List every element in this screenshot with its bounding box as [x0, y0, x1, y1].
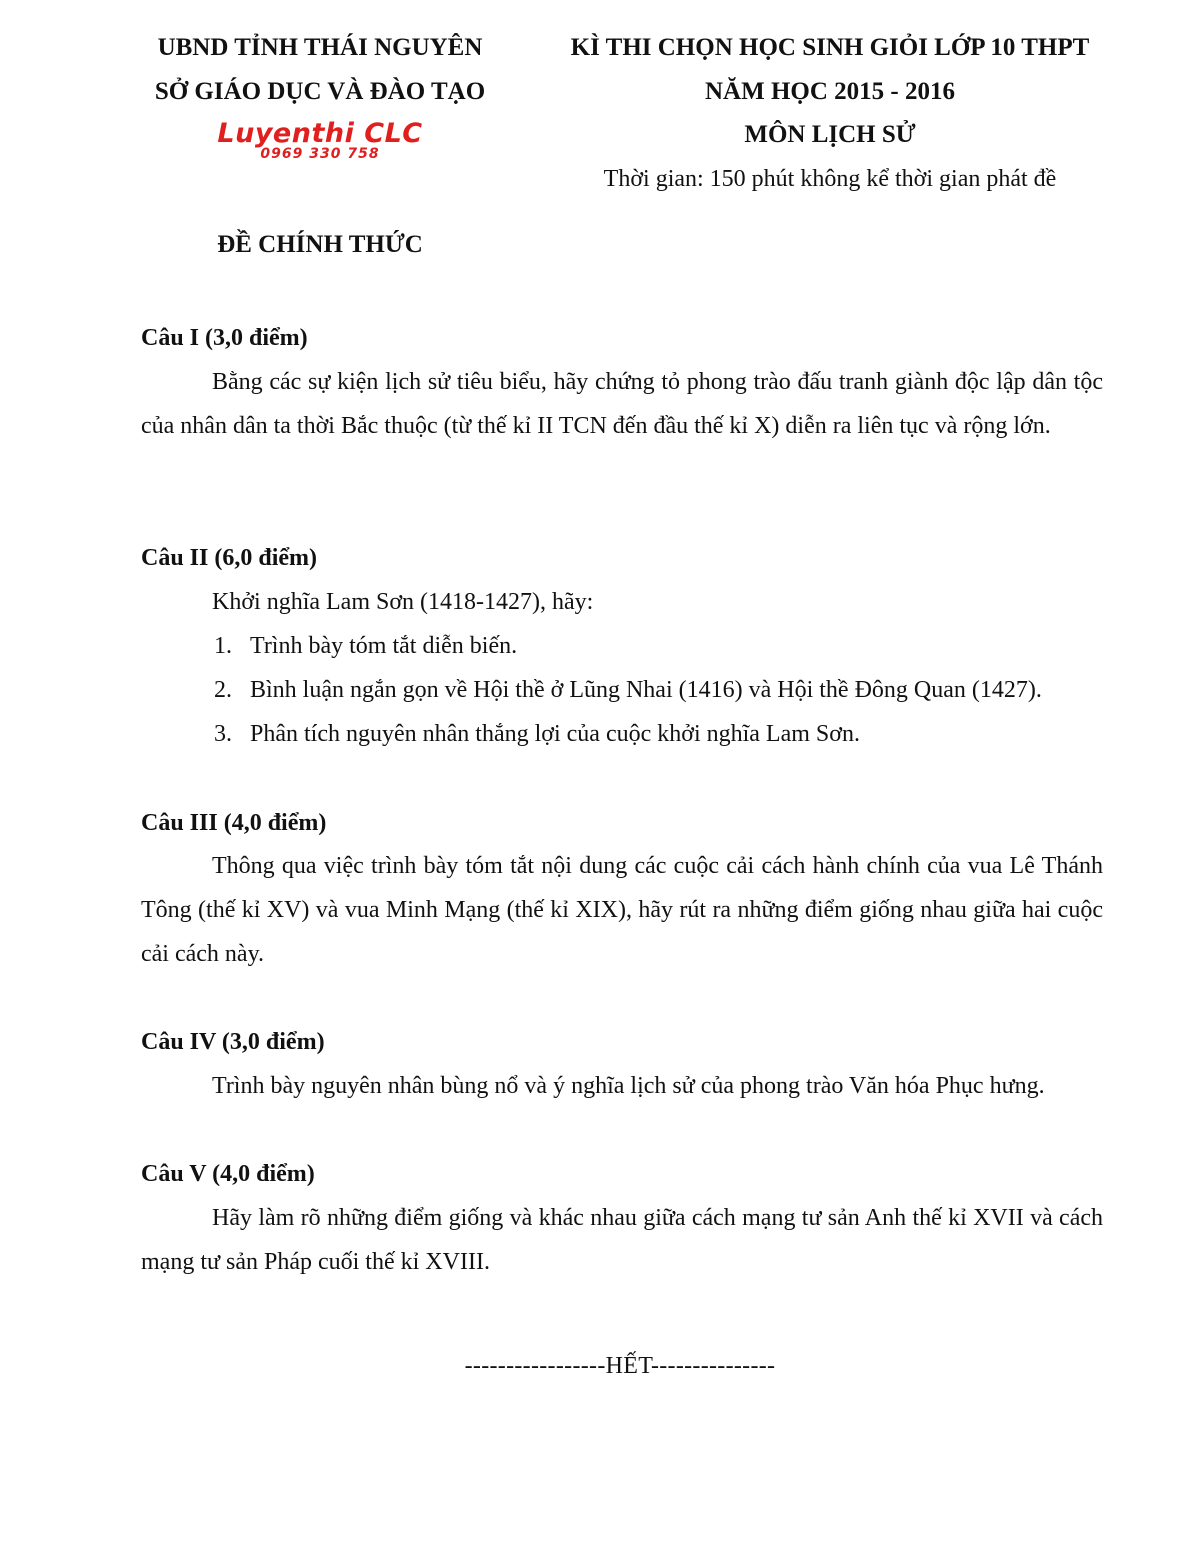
question-2-item-2-number: 2. — [214, 677, 232, 703]
question-3-text: Thông qua việc trình bày tóm tắt nội dung các cuộc cải cách hành chính của vua Lê Thánh Tông (thế kỉ XV) và vua Minh Mạng (thế kỉ XIX), hãy rút ra những điểm giống nhau giữa hai cuộc cải cách này. — [141, 853, 1103, 967]
department-name: UBND TỈNH THÁI NGUYÊN — [157, 34, 483, 61]
question-2-title: Câu II (6,0 điểm) — [141, 545, 318, 571]
question-2-item-1-number: 1. — [214, 633, 232, 659]
question-5-title: Câu V (4,0 điểm) — [141, 1161, 315, 1187]
subject: MÔN LỊCH SỬ — [744, 121, 916, 148]
end-marker: -----------------HẾT--------------- — [464, 1353, 776, 1379]
exam-title: KÌ THI CHỌN HỌC SINH GIỎI LỚP 10 THPT — [570, 34, 1090, 61]
question-1-title: Câu I (3,0 điểm) — [141, 325, 308, 351]
question-2-item-3-number: 3. — [214, 721, 232, 747]
question-3-title: Câu III (4,0 điểm) — [141, 810, 327, 836]
question-2-item-2-text: Bình luận ngắn gọn về Hội thề ở Lũng Nhai (1416) và Hội thề Đông Quan (1427). — [250, 677, 1042, 703]
logo-phone: 0969 330 758 — [260, 146, 380, 162]
question-2-intro: Khởi nghĩa Lam Sơn (1418-1427), hãy: — [212, 589, 594, 615]
school-year: NĂM HỌC 2015 - 2016 — [705, 78, 955, 105]
question-2-item-1-text: Trình bày tóm tắt diễn biến. — [250, 633, 518, 659]
question-4-text: Trình bày nguyên nhân bùng nổ và ý nghĩa lịch sử của phong trào Văn hóa Phục hưng. — [212, 1073, 1045, 1099]
official-label: ĐỀ CHÍNH THỨC — [217, 231, 423, 258]
time-note: Thời gian: 150 phút không kể thời gian phát đề — [603, 166, 1057, 192]
question-1-text: Bằng các sự kiện lịch sử tiêu biểu, hãy chứng tỏ phong trào đấu tranh giành độc lập dân tộc của nhân dân ta thời Bắc thuộc (từ thế kỉ II TCN đến đầu thế kỉ X) diễn ra liên tục và rộng lớn. — [141, 369, 1103, 439]
question-4-title: Câu IV (3,0 điểm) — [141, 1029, 325, 1055]
education-office-name: SỞ GIÁO DỤC VÀ ĐÀO TẠO — [154, 78, 486, 105]
question-5-text: Hãy làm rõ những điểm giống và khác nhau giữa cách mạng tư sản Anh thế kỉ XVII và cách mạng tư sản Pháp cuối thế kỉ XVIII. — [141, 1205, 1103, 1275]
question-2-item-3-text: Phân tích nguyên nhân thắng lợi của cuộc khởi nghĩa Lam Sơn. — [250, 721, 860, 747]
logo-name: Luyenthi CLC — [217, 118, 423, 149]
